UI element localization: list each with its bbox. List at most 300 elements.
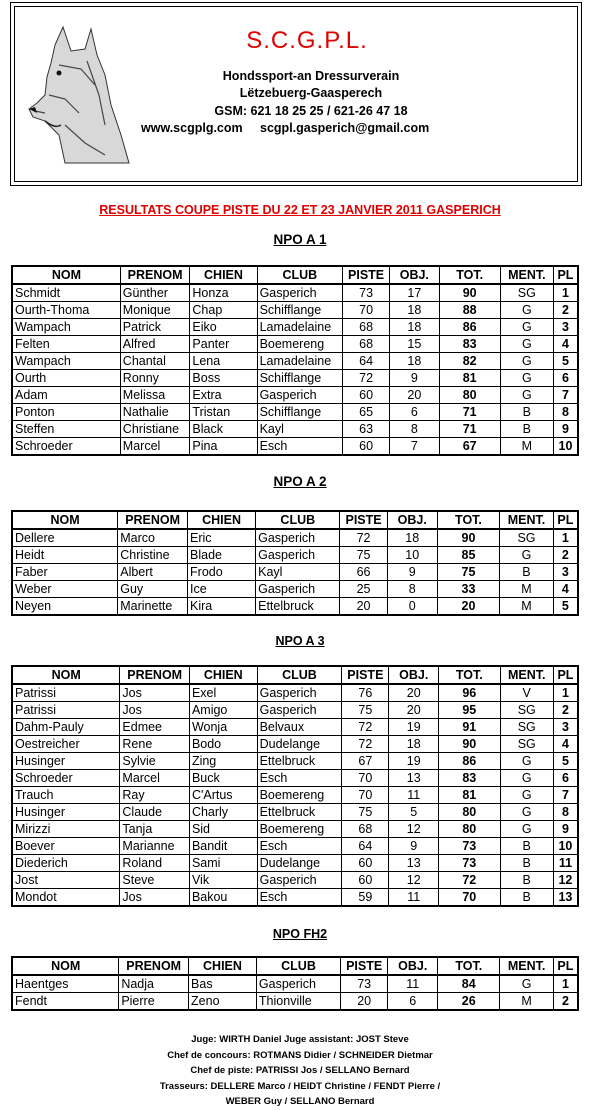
table-cell: 60 (343, 387, 390, 404)
table-cell: Frodo (188, 564, 256, 581)
table-cell: 81 (439, 370, 500, 387)
table-cell: 33 (437, 581, 499, 598)
table-cell: 68 (343, 336, 390, 353)
table-cell: Bandit (189, 838, 257, 855)
table-cell: B (500, 421, 553, 438)
column-header: PISTE (341, 957, 388, 975)
table-cell: 82 (439, 353, 500, 370)
table-cell: 70 (439, 889, 501, 907)
german-shepherd-logo (25, 25, 135, 165)
table-cell: Gasperich (256, 975, 340, 993)
column-header: MENT. (500, 511, 554, 529)
column-header: PRENOM (118, 511, 188, 529)
table-cell: Gasperich (256, 581, 340, 598)
table-cell: Roland (120, 855, 190, 872)
table-cell: Jos (120, 889, 190, 907)
column-header: CHIEN (188, 511, 256, 529)
table-cell: 12 (389, 872, 439, 889)
table-cell: 17 (390, 284, 439, 302)
table-cell: Steffen (12, 421, 120, 438)
table-row (12, 370, 578, 387)
table-cell: 6 (553, 770, 578, 787)
table-cell: 13 (553, 889, 578, 907)
table-cell: Ettelbruck (257, 753, 342, 770)
table-cell: 20 (341, 993, 388, 1011)
table-cell: Charly (189, 804, 257, 821)
column-header: PL (553, 666, 578, 684)
table-cell: SG (500, 284, 553, 302)
table-cell: 60 (343, 438, 390, 456)
table-row (12, 302, 578, 319)
table-cell: Eric (188, 529, 256, 547)
column-header: PRENOM (120, 266, 190, 284)
table-row (12, 770, 578, 787)
table-cell: 5 (553, 753, 578, 770)
table-cell: G (500, 804, 553, 821)
table-cell: 67 (342, 753, 389, 770)
table-row (12, 336, 578, 353)
table-row (12, 438, 578, 456)
table-cell: Ourth-Thoma (12, 302, 120, 319)
column-header: CLUB (256, 511, 340, 529)
results-table (11, 956, 579, 1011)
table-cell: 8 (553, 804, 578, 821)
table-cell: Marcel (120, 770, 190, 787)
table-cell: 2 (553, 993, 578, 1011)
table-cell: Exel (189, 684, 257, 702)
table-cell: Diederich (12, 855, 120, 872)
table-cell: 64 (342, 838, 389, 855)
table-cell: Gasperich (257, 284, 343, 302)
column-header: CLUB (257, 666, 342, 684)
table-cell: G (500, 753, 553, 770)
table-cell: 75 (437, 564, 499, 581)
table-cell: 7 (553, 387, 578, 404)
table-cell: B (500, 872, 553, 889)
table-cell: Sid (189, 821, 257, 838)
table-cell: Ettelbruck (256, 598, 340, 616)
table-cell: Gasperich (257, 684, 342, 702)
table-cell: Schifflange (257, 302, 343, 319)
table-cell: 1 (553, 529, 578, 547)
table-cell: Boemereng (257, 336, 343, 353)
table-cell: G (500, 975, 554, 993)
table-cell: Lamadelaine (257, 353, 343, 370)
results-table (11, 510, 579, 616)
table-cell: Lena (190, 353, 257, 370)
table-cell: 75 (342, 702, 389, 719)
table-cell: 72 (342, 736, 389, 753)
table-cell: Patrissi (12, 702, 120, 719)
table-cell: Esch (257, 438, 343, 456)
table-cell: Gasperich (257, 702, 342, 719)
table-cell: 20 (390, 387, 439, 404)
table-cell: Alfred (120, 336, 190, 353)
table-cell: 15 (390, 336, 439, 353)
table-cell: 18 (389, 736, 439, 753)
table-cell: Amigo (189, 702, 257, 719)
table-cell: 91 (439, 719, 501, 736)
section-title: NPO A 1 (273, 232, 327, 247)
table-cell: Wampach (12, 353, 120, 370)
table-cell: Zeno (189, 993, 257, 1011)
table-cell: 11 (553, 855, 578, 872)
table-cell: 96 (439, 684, 501, 702)
table-cell: Gasperich (256, 547, 340, 564)
table-cell: 71 (439, 421, 500, 438)
table-cell: B (500, 838, 553, 855)
table-cell: 12 (389, 821, 439, 838)
website-link[interactable]: www.scgplg.com (141, 121, 243, 135)
table-cell: M (500, 598, 554, 616)
table-cell: 59 (342, 889, 389, 907)
table-cell: G (500, 387, 553, 404)
table-cell: Wonja (189, 719, 257, 736)
table-cell: 9 (553, 421, 578, 438)
table-cell: Trauch (12, 787, 120, 804)
table-cell: 80 (439, 387, 500, 404)
table-cell: Lamadelaine (257, 319, 343, 336)
table-row (12, 719, 578, 736)
table-cell: Bakou (189, 889, 257, 907)
table-cell: Boemereng (257, 787, 342, 804)
table-cell: 11 (389, 787, 439, 804)
column-header: PL (553, 957, 578, 975)
table-cell: Oestreicher (12, 736, 120, 753)
table-cell: Gasperich (256, 529, 340, 547)
table-cell: 1 (553, 684, 578, 702)
column-header: NOM (12, 511, 118, 529)
table-cell: M (500, 438, 553, 456)
table-row (12, 753, 578, 770)
table-cell: 2 (553, 547, 578, 564)
table-cell: 64 (343, 353, 390, 370)
table-cell: Claude (120, 804, 190, 821)
table-cell: Dellere (12, 529, 118, 547)
table-cell: 13 (389, 770, 439, 787)
table-cell: M (500, 581, 554, 598)
table-cell: Eiko (190, 319, 257, 336)
table-cell: G (500, 353, 553, 370)
table-row (12, 872, 578, 889)
table-cell: Ice (188, 581, 256, 598)
table-cell: 70 (343, 302, 390, 319)
table-cell: 18 (387, 529, 437, 547)
table-cell: Kayl (256, 564, 340, 581)
table-cell: 7 (390, 438, 439, 456)
column-header: OBJ. (387, 511, 437, 529)
column-header: NOM (12, 957, 119, 975)
table-header-row (12, 666, 578, 684)
table-cell: V (500, 684, 553, 702)
table-cell: 9 (390, 370, 439, 387)
column-header: CLUB (256, 957, 340, 975)
table-cell: Mirizzi (12, 821, 120, 838)
table-cell: 86 (439, 753, 501, 770)
table-cell: Extra (190, 387, 257, 404)
table-cell: 72 (439, 872, 501, 889)
table-cell: Edmee (120, 719, 190, 736)
column-header: PRENOM (120, 666, 190, 684)
table-cell: Guy (118, 581, 188, 598)
table-cell: 20 (389, 702, 439, 719)
table-cell: 2 (553, 702, 578, 719)
table-cell: 86 (439, 319, 500, 336)
table-cell: 88 (439, 302, 500, 319)
table-cell: Chantal (120, 353, 190, 370)
footer-chef-piste: Chef de piste: PATRISSI Jos / SELLANO Bernard (190, 1065, 410, 1076)
table-cell: 4 (553, 336, 578, 353)
table-cell: Monique (120, 302, 190, 319)
table-cell: Neyen (12, 598, 118, 616)
table-cell: Jos (120, 702, 190, 719)
table-row (12, 564, 578, 581)
table-cell: 68 (342, 821, 389, 838)
table-cell: 8 (390, 421, 439, 438)
table-row (12, 529, 578, 547)
table-cell: Thionville (256, 993, 340, 1011)
table-cell: 70 (342, 787, 389, 804)
table-cell: Belvaux (257, 719, 342, 736)
table-cell: Mondot (12, 889, 120, 907)
table-row (12, 975, 578, 993)
table-row (12, 821, 578, 838)
table-row (12, 353, 578, 370)
table-cell: Boemereng (257, 821, 342, 838)
table-cell: Vik (189, 872, 257, 889)
table-cell: Pina (190, 438, 257, 456)
table-cell: 65 (343, 404, 390, 421)
table-cell: 6 (388, 993, 438, 1011)
table-cell: Boever (12, 838, 120, 855)
column-header: CHIEN (189, 957, 257, 975)
table-cell: 18 (390, 302, 439, 319)
table-cell: Schroeder (12, 438, 120, 456)
table-cell: Patrick (120, 319, 190, 336)
table-row (12, 581, 578, 598)
table-cell: Kira (188, 598, 256, 616)
table-cell: 9 (387, 564, 437, 581)
table-cell: 73 (439, 855, 501, 872)
column-header: OBJ. (390, 266, 439, 284)
table-cell: 3 (553, 319, 578, 336)
email-link[interactable]: scgpl.gasperich@gmail.com (260, 121, 430, 135)
table-cell: B (500, 855, 553, 872)
table-cell: 67 (439, 438, 500, 456)
table-cell: 70 (342, 770, 389, 787)
table-cell: 10 (553, 438, 578, 456)
table-cell: M (500, 993, 554, 1011)
table-row (12, 993, 578, 1011)
table-cell: Schifflange (257, 370, 343, 387)
table-cell: 4 (553, 581, 578, 598)
table-cell: G (500, 547, 554, 564)
table-cell: C'Artus (189, 787, 257, 804)
footer-chef-concours: Chef de concours: ROTMANS Didier / SCHNEIDER Dietmar (167, 1049, 433, 1061)
table-row (12, 702, 578, 719)
section-title: NPO A 2 (273, 474, 327, 489)
table-cell: 20 (340, 598, 387, 616)
table-cell: Ourth (12, 370, 120, 387)
table-cell: 84 (438, 975, 500, 993)
column-header: OBJ. (388, 957, 438, 975)
column-header: PL (553, 511, 578, 529)
table-cell: 3 (553, 564, 578, 581)
table-row (12, 421, 578, 438)
table-cell: 6 (553, 370, 578, 387)
table-cell: Sylvie (120, 753, 190, 770)
table-cell: 10 (553, 838, 578, 855)
column-header: CHIEN (190, 266, 257, 284)
table-cell: Steve (120, 872, 190, 889)
results-table (11, 665, 579, 907)
table-cell: 75 (340, 547, 387, 564)
table-cell: Esch (257, 889, 342, 907)
table-row (12, 855, 578, 872)
table-cell: 90 (439, 736, 501, 753)
column-header: TOT. (439, 266, 500, 284)
table-cell: Ray (120, 787, 190, 804)
table-cell: Ronny (120, 370, 190, 387)
table-cell: Esch (257, 838, 342, 855)
table-cell: Jost (12, 872, 120, 889)
table-cell: 13 (389, 855, 439, 872)
table-cell: Dahm-Pauly (12, 719, 120, 736)
table-cell: Pierre (119, 993, 189, 1011)
table-cell: 7 (553, 787, 578, 804)
table-cell: Wampach (12, 319, 120, 336)
column-header: MENT. (500, 957, 554, 975)
table-cell: 8 (387, 581, 437, 598)
table-cell: 60 (342, 855, 389, 872)
table-cell: Schifflange (257, 404, 343, 421)
column-header: NOM (12, 666, 120, 684)
table-cell: Ponton (12, 404, 120, 421)
table-cell: 3 (553, 719, 578, 736)
org-contact (141, 121, 461, 135)
column-header: PISTE (343, 266, 390, 284)
table-cell: 75 (342, 804, 389, 821)
table-cell: Heidt (12, 547, 118, 564)
column-header: PL (553, 266, 578, 284)
table-cell: Gasperich (257, 872, 342, 889)
table-cell: 85 (437, 547, 499, 564)
table-cell: Dudelange (257, 736, 342, 753)
column-header: CHIEN (189, 666, 257, 684)
table-cell: Patrissi (12, 684, 120, 702)
table-cell: 73 (341, 975, 388, 993)
table-cell: Gasperich (257, 387, 343, 404)
table-cell: Nadja (119, 975, 189, 993)
table-cell: Albert (118, 564, 188, 581)
table-cell: 90 (439, 284, 500, 302)
table-cell: Sami (189, 855, 257, 872)
table-row (12, 598, 578, 616)
table-cell: 72 (343, 370, 390, 387)
results-table (11, 265, 579, 456)
org-line-2: Lëtzebuerg-Gaasperech (239, 86, 383, 100)
table-cell: 63 (343, 421, 390, 438)
table-cell: Rene (120, 736, 190, 753)
table-cell: 6 (390, 404, 439, 421)
table-cell: Kayl (257, 421, 343, 438)
org-name: S.C.G.P.L. (246, 27, 368, 54)
footer-trasseurs: Trasseurs: DELLERE Marco / HEIDT Christine / FENDT Pierre / (159, 1080, 441, 1092)
table-row (12, 284, 578, 302)
table-cell: SG (500, 736, 553, 753)
table-cell: G (500, 787, 553, 804)
table-cell: Melissa (120, 387, 190, 404)
table-cell: Husinger (12, 804, 120, 821)
table-header-row (12, 957, 578, 975)
table-cell: 11 (389, 889, 439, 907)
table-cell: 18 (390, 353, 439, 370)
table-cell: G (500, 336, 553, 353)
table-cell: 11 (388, 975, 438, 993)
table-cell: 9 (389, 838, 439, 855)
table-cell: 12 (553, 872, 578, 889)
table-cell: Marianne (120, 838, 190, 855)
table-cell: Bas (189, 975, 257, 993)
table-cell: G (500, 302, 553, 319)
table-row (12, 889, 578, 907)
table-cell: Husinger (12, 753, 120, 770)
table-cell: B (500, 564, 554, 581)
table-cell: 19 (389, 753, 439, 770)
table-cell: Christiane (120, 421, 190, 438)
footer-officials (0, 1032, 600, 1110)
table-cell: Schmidt (12, 284, 120, 302)
table-cell: Tristan (190, 404, 257, 421)
table-cell: 20 (437, 598, 499, 616)
column-header: TOT. (438, 957, 500, 975)
table-cell: Jos (120, 684, 190, 702)
column-header: OBJ. (389, 666, 439, 684)
table-cell: Nathalie (120, 404, 190, 421)
table-cell: Dudelange (257, 855, 342, 872)
table-cell: Günther (120, 284, 190, 302)
table-cell: 1 (553, 975, 578, 993)
table-row (12, 787, 578, 804)
column-header: PISTE (342, 666, 389, 684)
table-header-row (12, 511, 578, 529)
table-row (12, 838, 578, 855)
club-header (10, 2, 582, 186)
table-row (12, 736, 578, 753)
table-row (12, 547, 578, 564)
table-cell: 95 (439, 702, 501, 719)
table-cell: 73 (439, 838, 501, 855)
table-cell: 76 (342, 684, 389, 702)
column-header: PRENOM (119, 957, 189, 975)
table-row (12, 319, 578, 336)
table-cell: 71 (439, 404, 500, 421)
table-cell: 18 (390, 319, 439, 336)
table-cell: G (500, 770, 553, 787)
table-cell: Ettelbruck (257, 804, 342, 821)
org-phone: GSM: 621 18 25 25 / 621-26 47 18 (214, 104, 408, 118)
table-cell: 26 (438, 993, 500, 1011)
table-cell: Esch (257, 770, 342, 787)
table-cell: Chap (190, 302, 257, 319)
table-cell: SG (500, 702, 553, 719)
table-cell: Haentges (12, 975, 119, 993)
column-header: MENT. (500, 666, 553, 684)
table-cell: G (500, 370, 553, 387)
table-cell: 5 (553, 598, 578, 616)
table-cell: G (500, 821, 553, 838)
table-cell: Schroeder (12, 770, 120, 787)
